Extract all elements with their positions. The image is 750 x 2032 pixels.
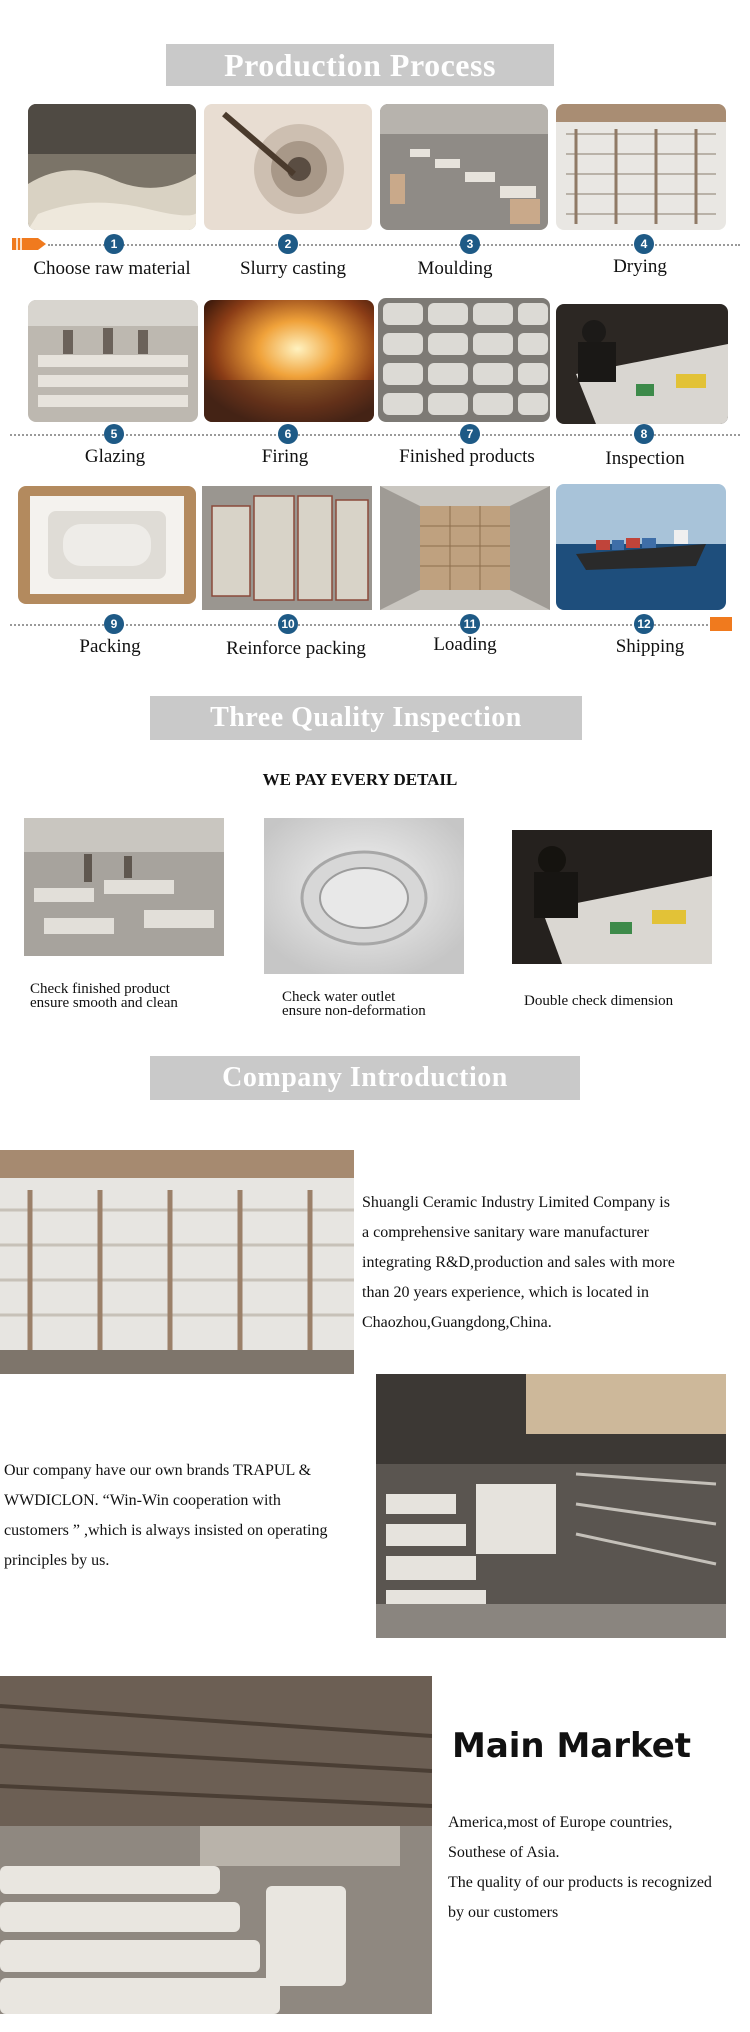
caption-1-line-1: Check finished product [30, 981, 170, 997]
step-label-11: Loading [433, 634, 497, 655]
para2-line-4: principles by us. [4, 1552, 110, 1569]
step-badge-2: 2 [278, 234, 298, 254]
step-badge-9: 9 [104, 614, 124, 634]
photo-factory-hall [0, 1676, 432, 2014]
step-label-5: Glazing [84, 446, 146, 467]
company-paragraph-1 [362, 1188, 742, 1338]
step-label-7: Finished products [399, 446, 535, 467]
step-label-9: Packing [79, 636, 141, 657]
photo-double-check-dimension [512, 830, 712, 964]
caption-2-line-1: Check water outlet [282, 989, 396, 1005]
para2-line-1: Our company have our own brands TRAPUL & [4, 1462, 312, 1479]
quality-inspection-title: Three Quality Inspection [210, 702, 522, 733]
market-line-2: Southese of Asia. [448, 1844, 560, 1861]
photo-slurry-casting [204, 104, 372, 230]
photo-glazing [28, 300, 198, 422]
main-market-paragraph [448, 1808, 748, 1928]
photo-shipping [556, 484, 726, 610]
step-badge-12: 12 [634, 614, 654, 634]
caption-check-water-outlet [282, 990, 502, 1018]
caption-1-line-2: ensure smooth and clean [30, 995, 178, 1011]
step-badge-10: 10 [278, 614, 298, 634]
para2-line-2: WWDICLON. “Win-Win cooperation with [4, 1492, 281, 1509]
para1-line-3: integrating R&D,production and sales with more [362, 1254, 675, 1271]
market-line-4: by our customers [448, 1904, 559, 1921]
caption-double-check-dimension [524, 994, 734, 1008]
step-badge-6: 6 [278, 424, 298, 444]
step-label-12: Shipping [615, 636, 685, 657]
step-badge-8: 8 [634, 424, 654, 444]
para1-line-1: Shuangli Ceramic Industry Limited Company is [362, 1194, 670, 1211]
photo-check-water-outlet [264, 818, 464, 974]
step-label-8: Inspection [605, 448, 685, 469]
photo-moulding [380, 104, 548, 230]
company-paragraph-2 [4, 1456, 374, 1576]
company-introduction-title: Company Introduction [222, 1062, 508, 1093]
caption-2-line-2: ensure non-deformation [282, 1003, 426, 1019]
production-process-banner [166, 44, 554, 86]
para1-line-4: than 20 years experience, which is located in [362, 1284, 649, 1301]
para2-line-3: customers ” ,which is always insisted on operating [4, 1522, 328, 1539]
step-badge-4: 4 [634, 234, 654, 254]
photo-factory-racks [0, 1150, 354, 1374]
para1-line-5: Chaozhou,Guangdong,China. [362, 1314, 552, 1331]
photo-finished-products [378, 298, 550, 422]
photo-inspection [556, 304, 728, 424]
quality-inspection-banner [150, 696, 582, 740]
step-label-4: Drying [613, 256, 667, 277]
photo-drying [556, 104, 726, 230]
step-badge-7: 7 [460, 424, 480, 444]
quality-tagline: WE PAY EVERY DETAIL [262, 770, 458, 789]
photo-check-finished-product [24, 818, 224, 956]
step-badge-1: 1 [104, 234, 124, 254]
orange-end-marker-icon [710, 617, 732, 631]
orange-arrow-icon [12, 237, 48, 251]
photo-loading [380, 486, 550, 610]
step-label-2: Slurry casting [239, 258, 347, 279]
step-label-1: Choose raw material [33, 258, 191, 279]
step-badge-5: 5 [104, 424, 124, 444]
photo-firing [204, 300, 374, 422]
photo-reinforce-packing [202, 486, 372, 610]
photo-packing [18, 486, 196, 604]
caption-3-line-1: Double check dimension [524, 993, 674, 1009]
production-process-title: Production Process [224, 47, 496, 83]
caption-check-finished-product [30, 982, 250, 1010]
company-introduction-banner [150, 1056, 580, 1100]
market-line-1: America,most of Europe countries, [448, 1814, 673, 1831]
step-badge-3: 3 [460, 234, 480, 254]
step-label-3: Moulding [417, 258, 493, 279]
market-line-3: The quality of our products is recognized [448, 1874, 712, 1891]
step-badge-11: 11 [460, 614, 480, 634]
photo-raw-material [28, 104, 196, 230]
para1-line-2: a comprehensive sanitary ware manufacturer [362, 1224, 649, 1241]
photo-warehouse-basins [376, 1374, 726, 1638]
step-label-10: Reinforce packing [226, 638, 366, 659]
main-market-title: Main Market [452, 1726, 692, 1766]
step-label-6: Firing [261, 446, 309, 467]
